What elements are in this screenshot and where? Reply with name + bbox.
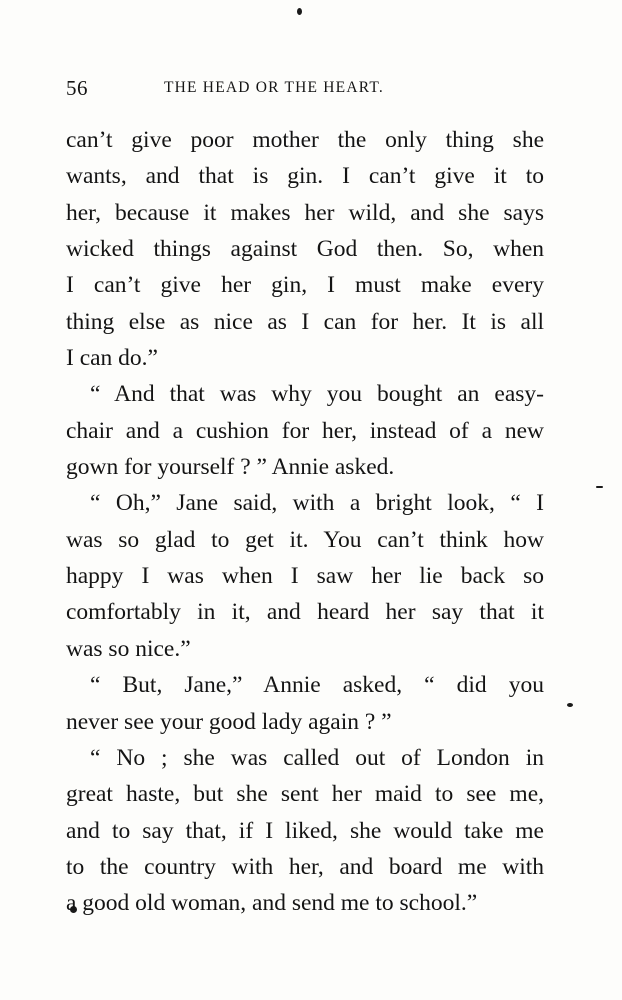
running-title: THE HEAD OR THE HEART. <box>164 79 384 96</box>
text-line: was so glad to get it. You can’t think how <box>66 526 544 553</box>
text-line: to the country with her, and board me with <box>66 853 544 880</box>
text-line: can’t give poor mother the only thing she <box>66 127 544 153</box>
text-line: comfortably in it, and heard her say that it <box>66 599 544 626</box>
text-line: happy I was when I saw her lie back so <box>66 563 544 590</box>
text-line: “ No ; she was called out of London in <box>90 744 544 771</box>
page-header <box>66 76 546 102</box>
text-line: “ But, Jane,” Annie asked, “ did you <box>90 672 544 699</box>
text-line: and to say that, if I liked, she would take me <box>66 817 544 844</box>
text-line: great haste, but she sent her maid to see me, <box>66 781 544 808</box>
text-line: was so nice.” <box>66 635 191 662</box>
text-line: gown for yourself ? ” Annie asked. <box>66 454 395 481</box>
text-line: never see your good lady again ? ” <box>66 708 392 735</box>
text-line: “ Oh,” Jane said, with a bright look, “ I <box>90 490 544 517</box>
ink-speck-margin-mark <box>596 486 603 488</box>
text-line: a good old woman, and send me to school.” <box>66 890 478 917</box>
page-number: 56 <box>66 76 88 100</box>
text-line: wicked things against God then. So, when <box>66 236 544 263</box>
body-text <box>66 122 544 922</box>
text-line: I can do.” <box>66 345 158 372</box>
text-line: “ And that was why you bought an easy- <box>90 381 544 408</box>
text-line: I can’t give her gin, I must make every <box>66 272 544 299</box>
text-line: thing else as nice as I can for her. It is all <box>66 308 544 335</box>
ink-speck-margin-right <box>567 703 573 707</box>
text-line: her, because it makes her wild, and she says <box>66 199 544 226</box>
text-line: wants, and that is gin. I can’t give it to <box>66 163 544 190</box>
ink-speck-top <box>297 8 302 15</box>
text-line: chair and a cushion for her, instead of a new <box>66 417 544 444</box>
